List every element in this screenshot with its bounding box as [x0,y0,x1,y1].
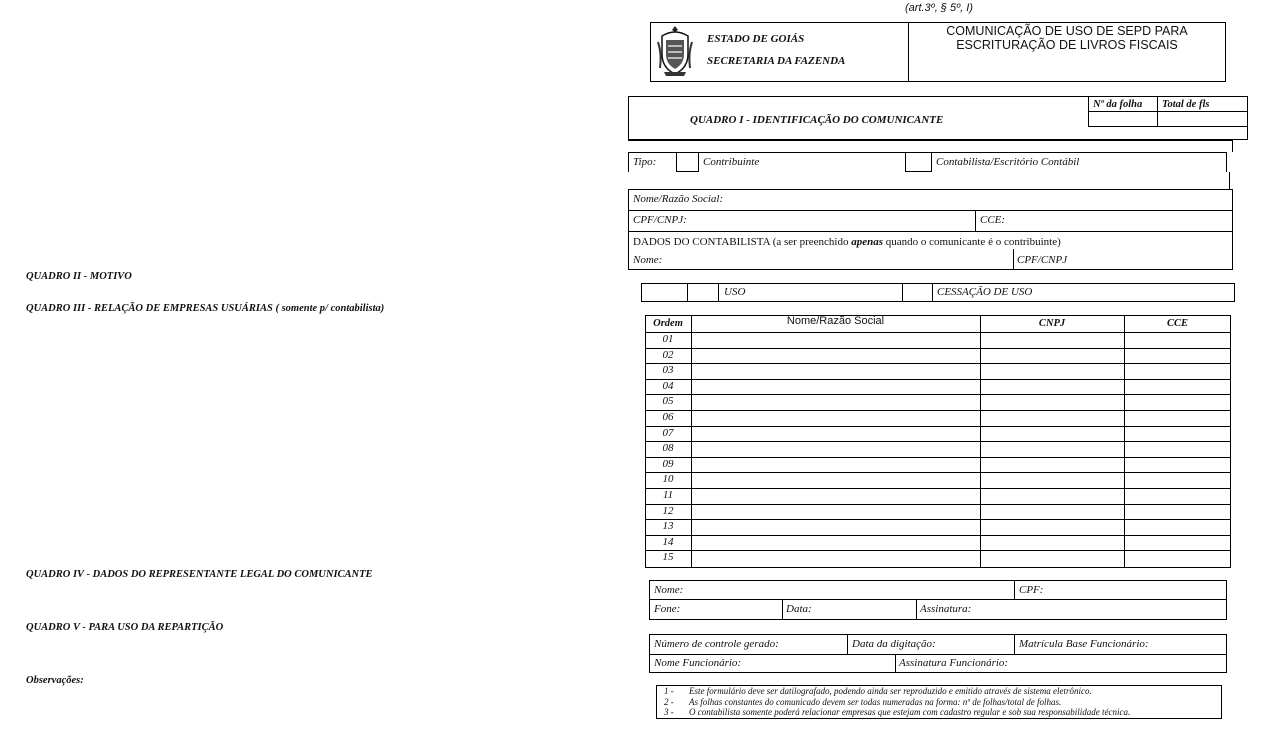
secretariat-name: SECRETARIA DA FAZENDA [707,55,846,67]
row-ordem: 14 [662,535,674,548]
row-cce-field[interactable] [1125,363,1231,379]
row-cce-field[interactable] [1125,332,1231,348]
form-title-line1: COMUNICAÇÃO DE USO DE SEPD PARA [946,24,1188,38]
row-cnpj-field[interactable] [981,519,1124,535]
table-row [645,488,1231,504]
legal-reference: (art.3º, § 5º, I) [905,2,973,14]
row-cce-field[interactable] [1125,488,1231,504]
row-nome-field[interactable] [692,332,980,348]
table-row [645,441,1231,457]
representante-data-label: Data: [786,603,812,615]
row-cnpj-field[interactable] [981,535,1124,551]
row-ordem: 03 [662,364,674,377]
row-nome-field[interactable] [692,550,980,566]
row-cnpj-field[interactable] [981,472,1124,488]
data-digitacao-label: Data da digitação: [852,638,936,650]
row-ordem: 02 [662,348,674,361]
representante-nome-label: Nome: [654,584,684,596]
row-nome-field[interactable] [692,363,980,379]
form-title-line2: ESCRITURAÇÃO DE LIVROS FISCAIS [956,38,1178,52]
row-cce-field[interactable] [1125,535,1231,551]
contabilista-checkbox[interactable] [905,152,932,172]
row-cnpj-field[interactable] [981,504,1124,520]
row-cce-field[interactable] [1125,410,1231,426]
row-cce-field[interactable] [1125,348,1231,364]
col-ordem: Ordem [653,318,683,329]
tipo-label: Tipo: [633,156,657,168]
row-cce-field[interactable] [1125,441,1231,457]
row-ordem: 15 [662,551,674,564]
cessacao-label: CESSAÇÃO DE USO [937,286,1033,298]
assinatura-funcionario-label: Assinatura Funcionário: [899,657,1009,669]
table-row [645,379,1231,395]
row-cnpj-field[interactable] [981,550,1124,566]
row-cce-field[interactable] [1125,457,1231,473]
quadro3-title: QUADRO III - RELAÇÃO DE EMPRESAS USUÁRIAS ( somente p/ contabilista) [26,303,385,314]
observacoes-title: Observações: [26,675,84,686]
row-ordem: 05 [662,395,674,408]
table-row [645,472,1231,488]
obs-num-2: 2 - [664,697,674,707]
controle-label: Número de controle gerado: [654,638,779,650]
row-cnpj-field[interactable] [981,488,1124,504]
row-cnpj-field[interactable] [981,457,1124,473]
row-cnpj-field[interactable] [981,410,1124,426]
cessacao-checkbox[interactable] [902,283,933,302]
folha-field[interactable] [1090,113,1155,125]
table-row [645,519,1231,535]
representante-fone-field[interactable] [686,601,779,618]
row-cnpj-field[interactable] [981,332,1124,348]
row-cce-field[interactable] [1125,426,1231,442]
row-cce-field[interactable] [1125,550,1231,566]
row-ordem: 12 [662,504,674,517]
row-cnpj-field[interactable] [981,363,1124,379]
row-ordem: 04 [662,379,674,392]
contabilista-nome-field[interactable] [665,252,1010,268]
row-cce-field[interactable] [1125,394,1231,410]
row-nome-field[interactable] [692,519,980,535]
representante-assinatura-field[interactable] [975,601,1223,618]
quadro2-title: QUADRO II - MOTIVO [26,271,132,282]
table-row [645,550,1231,566]
representante-assinatura-label: Assinatura: [920,603,972,615]
nome-razao-label: Nome/Razão Social: [633,193,724,205]
table-row [645,504,1231,520]
table-row [645,348,1231,364]
obs-num-1: 1 - [664,686,674,696]
row-cce-field[interactable] [1125,379,1231,395]
obs-text-2: As folhas constantes do comunicado devem ser todas numeradas na forma: nº de folhas/total de folhas. [689,697,1062,707]
nome-razao-field[interactable] [728,191,1228,208]
table-row [645,363,1231,379]
obs-text-3: O contabilista somente poderá relacionar empresas que estejam com cadastro regular e sob sua responsabilidade técnica. [689,707,1131,717]
contabilista-label: Contabilista/Escritório Contábil [936,156,1080,168]
table-row [645,457,1231,473]
row-nome-field[interactable] [692,379,980,395]
quadro1-title: QUADRO I - IDENTIFICAÇÃO DO COMUNICANTE [690,114,944,126]
total-folhas-field[interactable] [1159,113,1246,125]
representante-data-field[interactable] [815,601,913,618]
row-nome-field[interactable] [692,348,980,364]
table-row [645,332,1231,348]
contribuinte-label: Contribuinte [703,156,760,168]
nome-funcionario-label: Nome Funcionário: [654,657,742,669]
representante-cpf-label: CPF: [1019,584,1044,596]
row-cnpj-field[interactable] [981,379,1124,395]
row-ordem: 07 [662,426,674,439]
uso-label: USO [724,286,746,298]
contribuinte-checkbox[interactable] [676,152,699,172]
state-name: ESTADO DE GOIÁS [707,33,805,45]
quadro4-title: QUADRO IV - DADOS DO REPRESENTANTE LEGAL DO COMUNICANTE [26,569,373,580]
row-nome-field[interactable] [692,488,980,504]
row-ordem: 11 [662,489,674,501]
row-nome-field[interactable] [692,441,980,457]
row-cnpj-field[interactable] [981,348,1124,364]
matricula-label: Matrícula Base Funcionário: [1019,638,1149,650]
row-nome-field[interactable] [692,504,980,520]
col-cnpj: CNPJ [1038,318,1066,329]
row-nome-field[interactable] [692,410,980,426]
row-cce-field[interactable] [1125,519,1231,535]
row-ordem: 09 [662,457,674,470]
table-row [645,535,1231,551]
row-cnpj-field[interactable] [981,441,1124,457]
table-row [645,410,1231,426]
cpf-cnpj-field[interactable] [690,212,970,229]
col-nome-razao: Nome/Razão Social [786,315,885,327]
contabilista-nome-label: Nome: [633,254,663,266]
folha-label: Nº da folha [1093,99,1143,110]
row-cce-field[interactable] [1125,472,1231,488]
row-ordem: 08 [662,442,674,455]
table-row [645,426,1231,442]
contabilista-cpf-field[interactable] [1068,252,1228,268]
representante-cpf-field[interactable] [1046,582,1224,597]
row-cce-field[interactable] [1125,504,1231,520]
cce-label: CCE: [980,214,1006,226]
obs-text-1: Este formulário deve ser datilografado, podendo ainda ser reproduzido e emitido através de sistema eletrônico. [689,686,1092,696]
cpf-cnpj-label: CPF/CNPJ: [633,214,687,226]
cce-field[interactable] [1008,212,1228,229]
total-folhas-label: Total de fls [1162,99,1210,110]
row-nome-field[interactable] [692,472,980,488]
row-cnpj-field[interactable] [981,394,1124,410]
contabilista-cpf-label: CPF/CNPJ [1017,254,1068,266]
row-ordem: 01 [662,333,674,345]
row-nome-field[interactable] [692,394,980,410]
dados-contabilista-heading: DADOS DO CONTABILISTA (a ser preenchido apenas quando o comunicante é o contribuinte) [633,236,1061,248]
quadro5-title: QUADRO V - PARA USO DA REPARTIÇÃO [26,622,224,633]
row-nome-field[interactable] [692,535,980,551]
representante-nome-field[interactable] [688,582,1010,597]
row-ordem: 10 [662,473,674,486]
row-cnpj-field[interactable] [981,426,1124,442]
uso-checkbox[interactable] [687,283,719,302]
motivo-cell [641,283,688,302]
coat-of-arms-icon [656,24,694,78]
obs-num-3: 3 - [664,707,674,717]
row-ordem: 06 [662,411,674,423]
col-cce: CCE [1166,318,1188,329]
row-nome-field[interactable] [692,457,980,473]
row-nome-field[interactable] [692,426,980,442]
table-row [645,394,1231,410]
row-ordem: 13 [662,520,674,533]
representante-fone-label: Fone: [654,603,681,615]
